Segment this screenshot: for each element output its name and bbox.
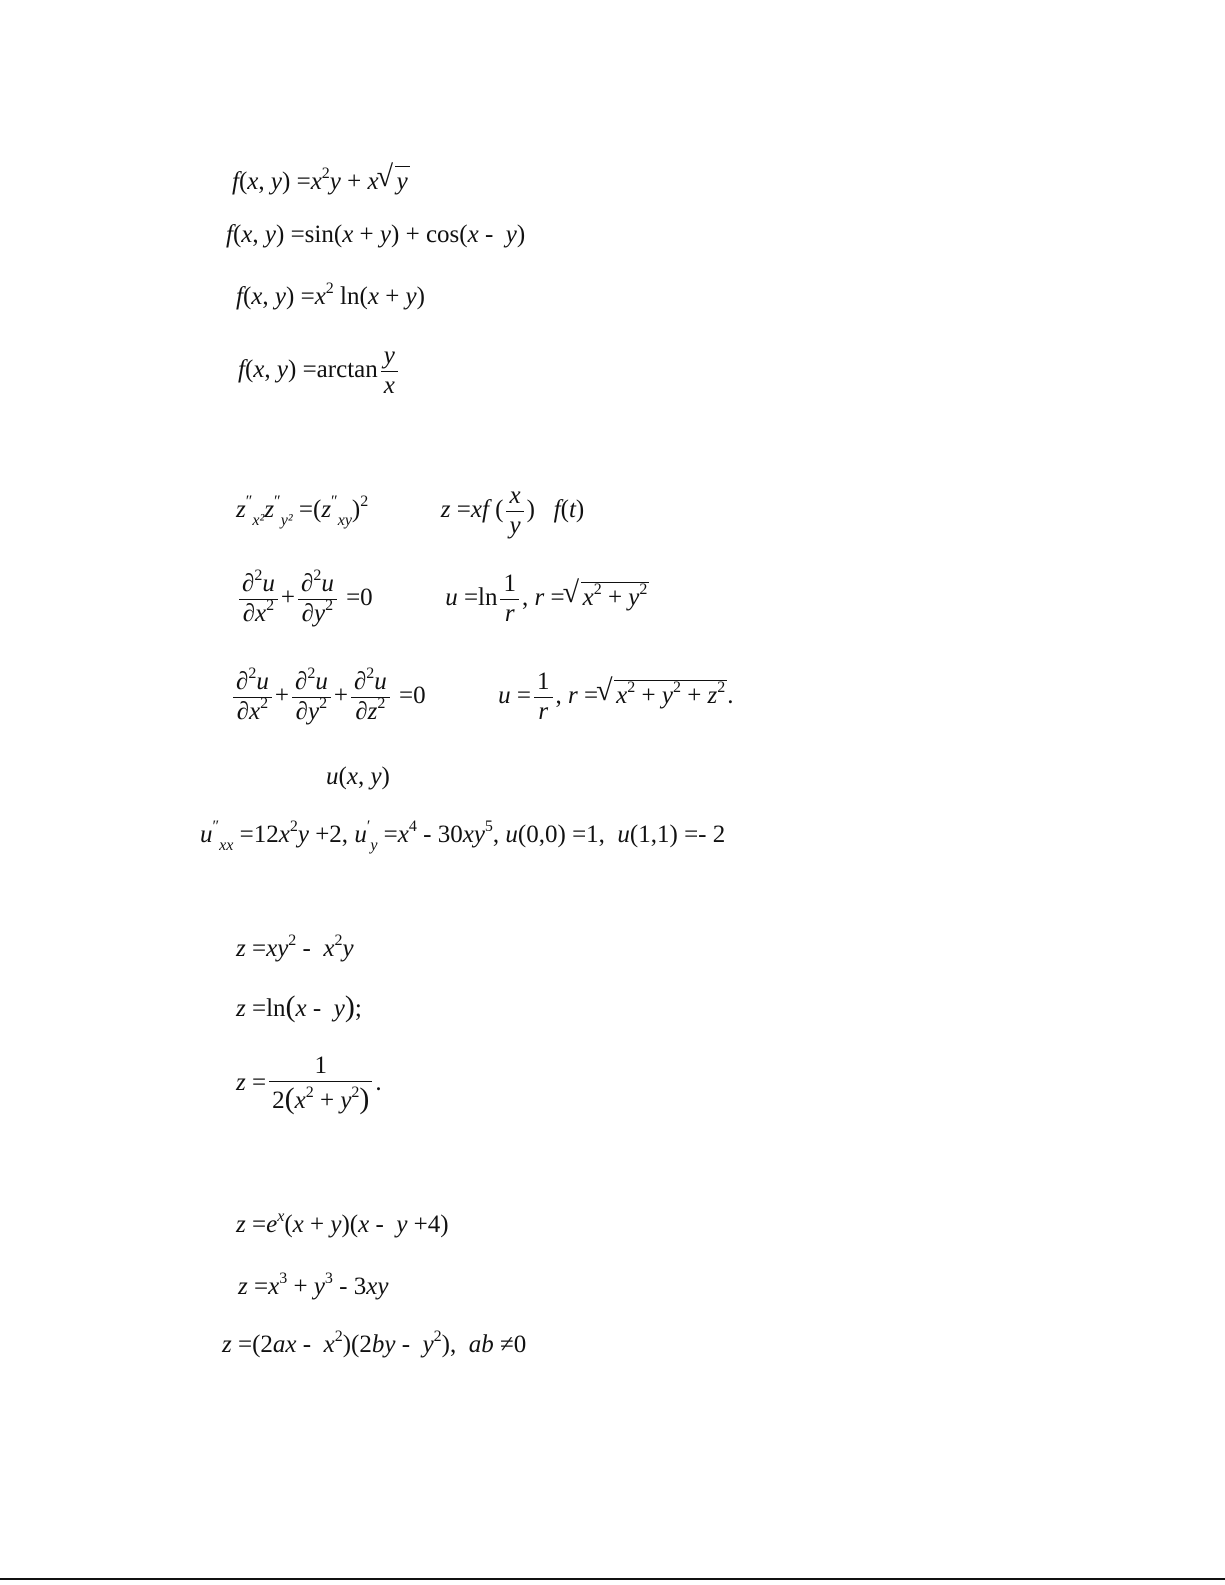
formula-8: u(x, y) [326,763,390,790]
formula-14: $z =x^3 + y^3 - 3xy$ [238,1270,389,1300]
formula-1: f(x, $y) =x^2y + x√$ y [232,166,410,194]
formula-4: f(x, y) =arctan $\frac{y}{x}$ [238,342,401,401]
formula-5: $z''_{x^2}z''_{y^2} =(z''_{xy})^2$ z =xf ( $\frac{x}{y}$ ) f(t) [236,482,585,539]
formula-11: z =ln(x - y); [236,990,362,1023]
formula-12: z = $\frac{1}{2(x^2 + y^2)}$ . [236,1052,382,1115]
formula-15: $z =(2ax - x^2)(2by - y^2)$, ab ≠0 [222,1328,527,1358]
formula-2: f(x, y) =sin(x + y) + cos(x - y) [226,221,526,248]
formula-10: $z =xy^2 - x^2y$ [236,932,354,962]
formula-9: $u''_{xx} =12x^2y +2$, $u'_y =x^4 - 30xy^5$, u(0,0) =1, u(1,1) =- 2 [200,818,726,854]
formula-7: $\frac{\partial^2u}{\partial x^2}$ + $\frac{\partial^2u}{\partial y^2}$ + $\frac{\partial^2u}{\partial z^2}$ =0 u = $\frac{1}{r}$ , r =√ $x^2 + y^2 + z^2$. [230,668,734,727]
formula-13: $z =e^x(x + y)(x - y +4)$ [236,1208,449,1238]
formula-3: f(x, $y) =x^2$ ln(x + y) [236,280,425,310]
formula-6: $\frac{\partial^2u}{\partial x^2}$ + $\frac{\partial^2u}{\partial y^2}$ =0 u =ln $\frac{1}{r}$ , r =√ $x^2 + y^2$ [236,570,649,629]
page-bottom-rule [0,1578,1225,1580]
